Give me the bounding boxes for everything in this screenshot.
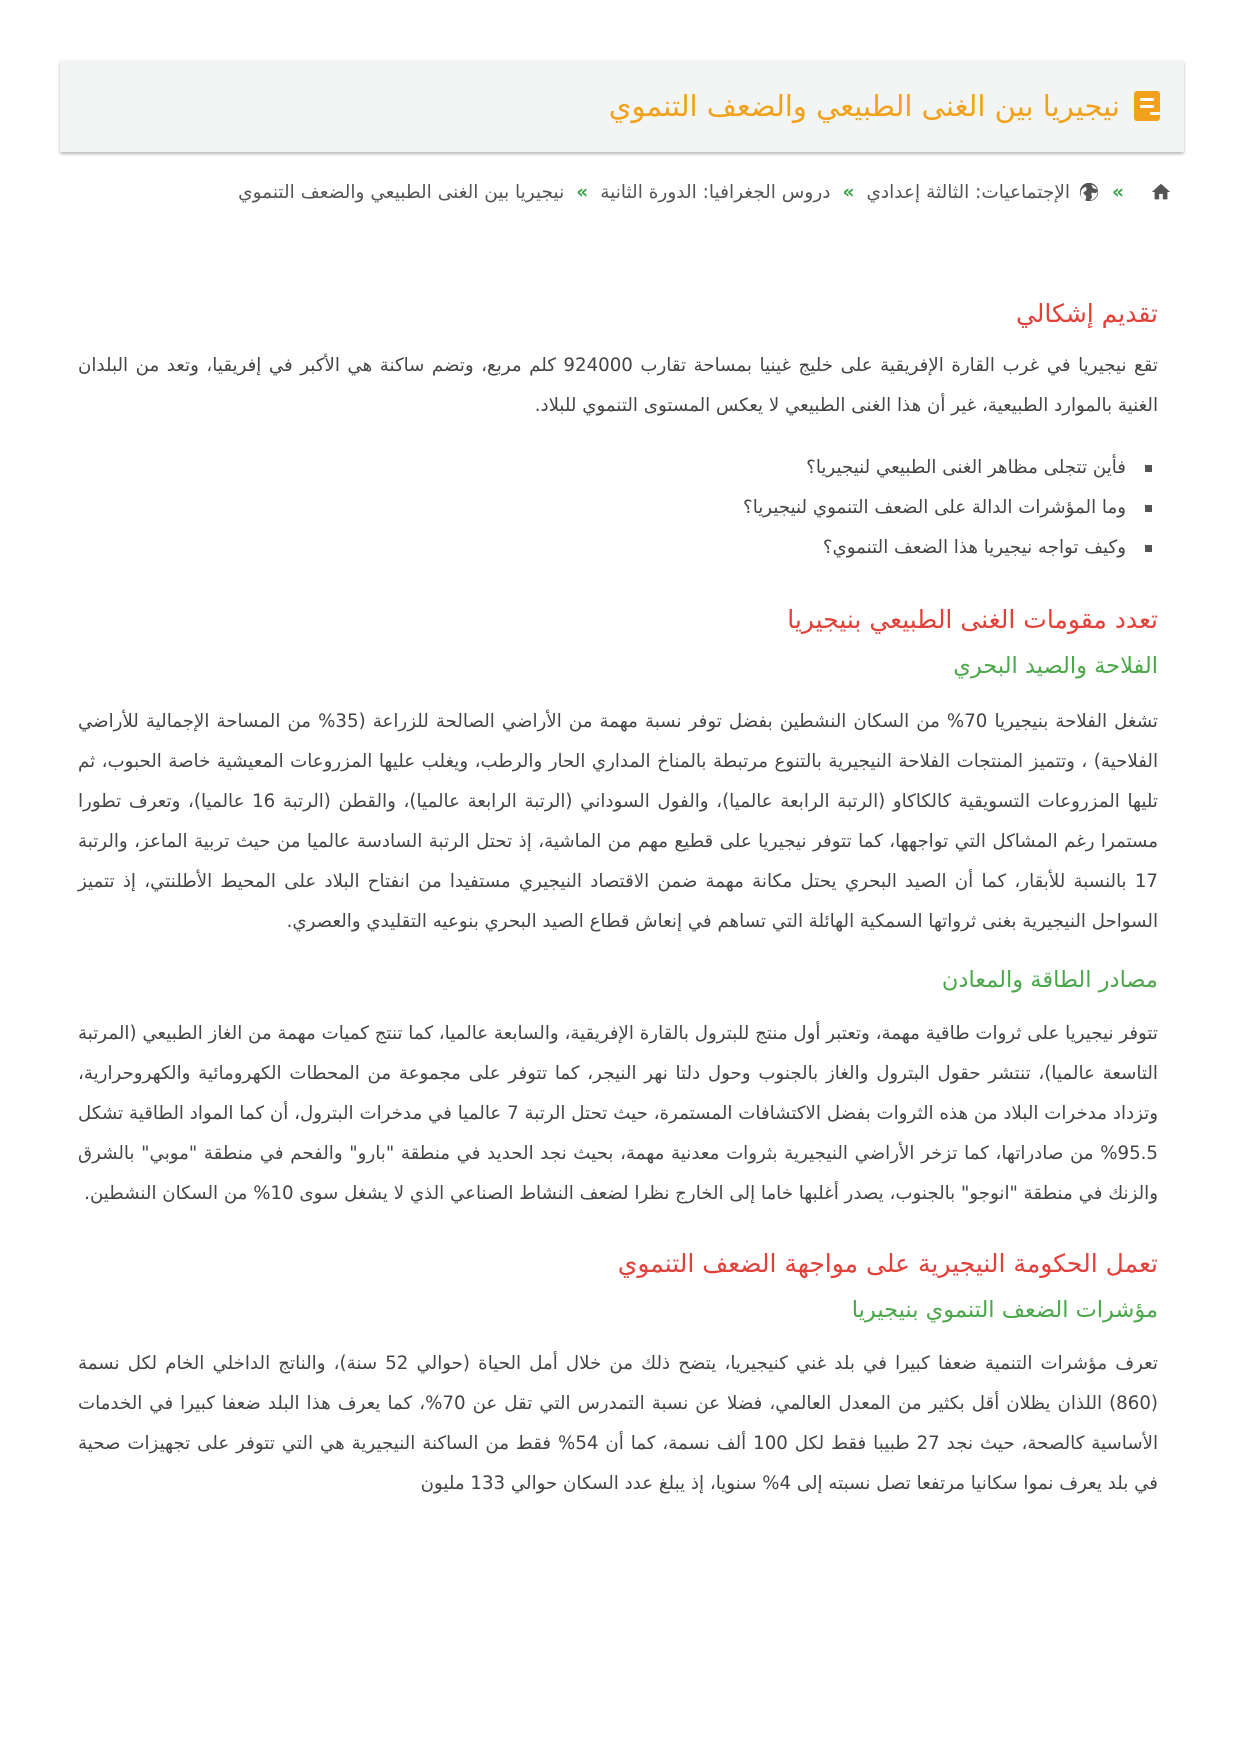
intro-paragraph: تقع نيجيريا في غرب القارة الإفريقية على خليج غينيا بمساحة تقارب 924000 كلم مربع، وتضم ساكنة هي الأكبر في إفريقيا، وتعد من البلدان الغنية بالموارد الطبيعية، غير أن هذا الغنى الطبيعي لا يعكس المستوى التنموي للبلاد. xyxy=(78,355,1158,416)
breadcrumb xyxy=(238,174,1172,210)
intro-heading: تقديم إشكالي xyxy=(1015,299,1158,328)
agriculture-paragraph: تشغل الفلاحة بنيجيريا 70% من السكان النشطين بفضل توفر نسبة مهمة من الأراضي الصالحة للزراعة (35% من المساحة الإجمالية للأراضي الفلاحية) ، وتتميز المنتجات الفلاحة النيجيرية بالتنوع مرتبطة بالمناخ المداري الحار والرطب، ويغلب عليها المزروعات المعيشية خاصة الحبوب، ثم تليها المزروعات التسويقية كالكاكاو (الرتبة الرابعة عالميا)، والفول السوداني (الرتبة الرابعة عالميا)، والقطن (الرتبة 16 عالميا)، وتعرف تطورا مستمرا رغم المشاكل التي تواجهها، كما تتوفر نيجيريا على قطيع مهم من الماشية، إذ تحتل الرتبة السادسة عالميا من حيث تربية الماعز، والرتبة 17 بالنسبة للأبقار، كما أن الصيد البحري يحتل مكانة مهمة ضمن الاقتصاد النيجيري مستفيدا من انفتاح البلاد على المحيط الأطلنتي، إذ تتميز السواحل النيجيرية بغنى ثرواتها السمكية الهائلة التي تساهم في إنعاش قطاع الصيد البحري بنوعيه التقليدي والعصري. xyxy=(78,711,1158,932)
subheading-energy-minerals: مصادر الطاقة والمعادن xyxy=(941,967,1158,993)
breadcrumb-item-course[interactable]: دروس الجغرافيا: الدورة الثانية xyxy=(600,181,831,203)
list-item: وكيف تواجه نيجيريا هذا الضعف التنموي؟ xyxy=(78,528,1158,568)
list-item: فأين تتجلى مظاهر الغنى الطبيعي لنيجيريا؟ xyxy=(78,448,1158,488)
home-icon[interactable] xyxy=(1150,181,1172,203)
title-bar xyxy=(60,60,1184,152)
breadcrumb-separator: » xyxy=(842,181,855,203)
subheading-agriculture-fishing: الفلاحة والصيد البحري xyxy=(953,653,1158,679)
section-heading-natural-wealth: تعدد مقومات الغنى الطبيعي بنيجيريا xyxy=(787,605,1158,634)
breadcrumb-item-current: نيجيريا بين الغنى الطبيعي والضعف التنموي xyxy=(238,181,565,203)
list-item: وما المؤشرات الدالة على الضعف التنموي لنيجيريا؟ xyxy=(78,488,1158,528)
breadcrumb-item-subject[interactable]: الإجتماعيات: الثالثة إعدادي xyxy=(866,181,1071,203)
question-list xyxy=(78,448,1158,568)
breadcrumb-separator: » xyxy=(576,181,589,203)
indicators-paragraph: تعرف مؤشرات التنمية ضعفا كبيرا في بلد غني كنيجيريا، يتضح ذلك من خلال أمل الحياة (حوالي 52 سنة)، والناتج الداخلي الخام لكل نسمة (860) اللذان يظلان أقل بكثير من المعدل العالمي، فضلا عن نسبة التمدرس التي تقل عن 70%، كما يعرف هذا البلد ضعفا كبيرا في الخدمات الأساسية كالصحة، حيث نجد 27 طبيبا فقط لكل 100 ألف نسمة، كما أن 54% فقط من الساكنة النيجيرية هي التي تتوفر على تجهيزات صحية في بلد يعرف نموا سكانيا مرتفعا تصل نسبته إلى 4% سنويا، إذ يبلغ عدد السكان حوالي 133 مليون xyxy=(78,1353,1158,1494)
article-content xyxy=(78,290,1158,1504)
page-title: نيجيريا بين الغنى الطبيعي والضعف التنموي xyxy=(608,89,1120,123)
article-icon xyxy=(1134,91,1160,121)
section-heading-government: تعمل الحكومة النيجيرية على مواجهة الضعف التنموي xyxy=(617,1249,1158,1278)
subheading-development-indicators: مؤشرات الضعف التنموي بنيجيريا xyxy=(851,1297,1158,1323)
globe-icon xyxy=(1078,181,1100,203)
breadcrumb-separator: » xyxy=(1112,181,1124,203)
energy-paragraph: تتوفر نيجيريا على ثروات طاقية مهمة، وتعتبر أول منتج للبترول بالقارة الإفريقية، والسابعة عالميا، كما تنتج كميات مهمة من الغاز الطبيعي (المرتبة التاسعة عالميا)، تنتشر حقول البترول والغاز بالجنوب وحول دلتا نهر النيجر، كما تتوفر على مجموعة من المحطات الكهرومائية والكهروحرارية، وتزداد مدخرات البلاد من هذه الثروات بفضل الاكتشافات المستمرة، حيث تحتل الرتبة 7 عالميا في مدخرات البترول، أن كما المواد الطاقية تشكل 95.5% من صادراتها، كما تزخر الأراضي النيجيرية بثروات معدنية مهمة، بحيث نجد الحديد في منطقة "بارو" والفحم في منطقة "موبي" بالشرق والزنك في منطقة "انوجو" بالجنوب، يصدر أغلبها خاما إلى الخارج نظرا لضعف النشاط الصناعي الذي لا يشغل سوى 10% من السكان النشطين. xyxy=(78,1023,1158,1204)
